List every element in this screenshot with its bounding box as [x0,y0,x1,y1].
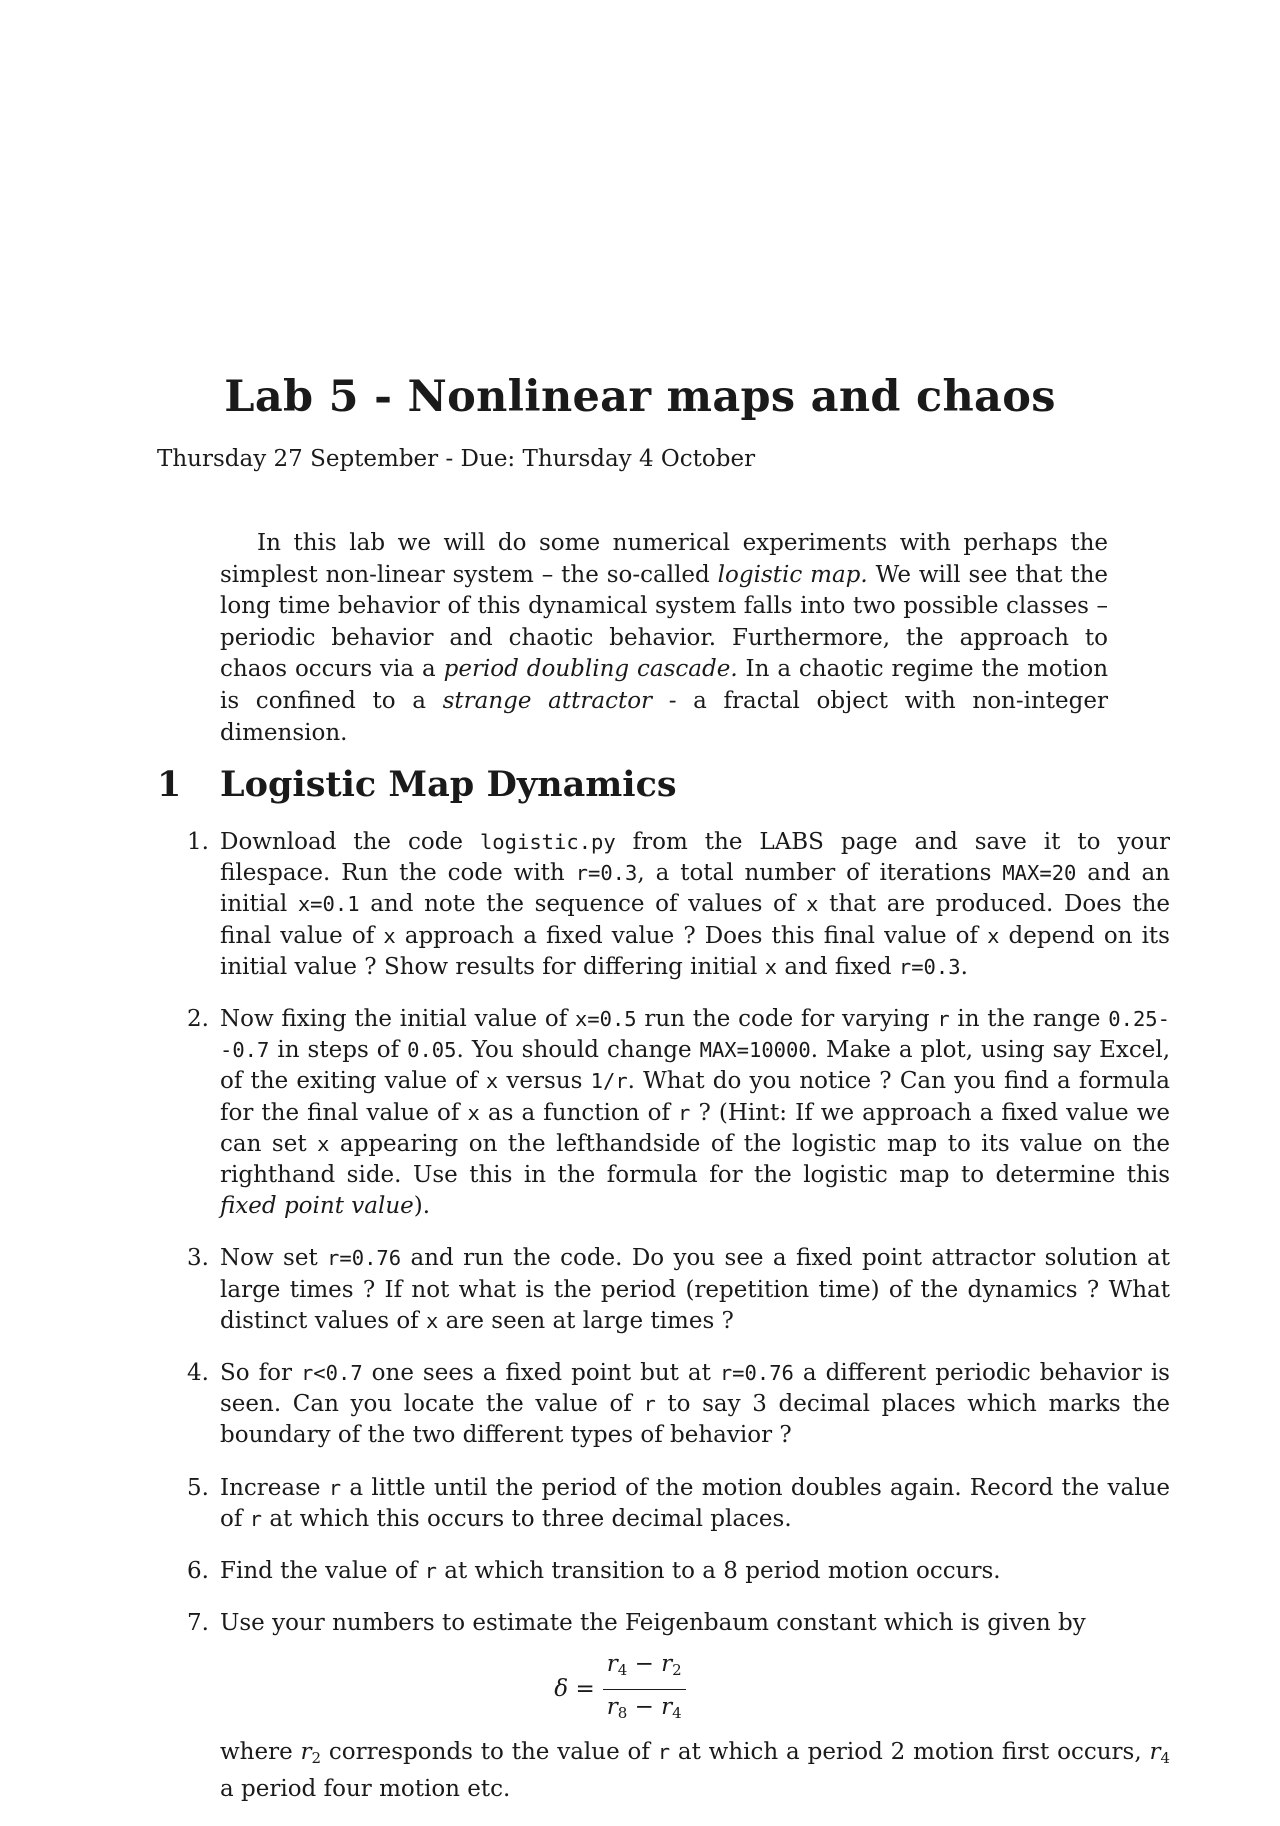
var-r: r [1149,1738,1161,1765]
item-text: depend on its initial value ? Show results for differing initial [220,922,1170,980]
feigenbaum-equation [70,1649,1170,1728]
item-text: one sees a fixed point but at [362,1360,720,1387]
subscript: 4 [617,1661,628,1680]
subscript: 2 [311,1748,322,1767]
abstract-text: In this lab we will do some numerical experiments with perhaps the simplest non-linear system – the so-called [220,530,1108,588]
code-span: r [424,1559,437,1584]
section-number: 1 [157,764,182,805]
code-span: x [987,923,1000,948]
item-text: are seen at large times ? [438,1307,734,1334]
code-span: r [678,1100,691,1125]
code-span: r=0.3 [575,861,638,886]
code-span: r=0.76 [719,1361,794,1386]
subscript: 2 [672,1661,682,1680]
item-text: as a function of [479,1099,679,1126]
item-text: . What do you notice ? Can you find a formula for the final value of [220,1068,1170,1126]
equation-explanation [220,1737,1170,1805]
item-text: and an initial [220,860,1170,918]
abstract-text: In a chaotic regime the motion is confined to a [220,656,1109,714]
item-text: Now set [220,1245,328,1272]
var-r: r [606,1651,618,1678]
abstract-text: We will see that the long time behavior of this dynamical system falls into two possible classes – periodic behavior and chaotic behavior. Furthermore, the approach to chaos occurs via a [220,561,1109,683]
item-text: appearing on the lefthandside of the logistic map to its value on the righthand side. Use this in the formula for the logistic map to determine this [220,1130,1170,1189]
abstract [220,528,1108,749]
fraction-numerator [603,1649,686,1689]
item-number: 7. [187,1610,209,1637]
item-text: ). [413,1193,431,1220]
abstract-emphasis: strange attractor [442,687,653,714]
item-text: So for [220,1360,301,1387]
code-span: 0.05 [407,1038,457,1063]
code-span: x [467,1100,480,1125]
list-item [187,1556,1170,1587]
code-span: logistic.py [479,830,616,854]
item-text: that are produced. Does the final value of [220,891,1170,949]
item-text: Download the code [220,829,480,855]
item-text: Use your numbers to estimate the Feigenbaum constant which is given by [220,1610,1086,1637]
item-text: . [960,953,968,980]
abstract-emphasis: period doubling cascade. [443,656,738,683]
abstract-text: - a fractal object with non-integer dimension. [220,687,1108,746]
subscript: 4 [672,1703,682,1722]
code-span: x=0.1 [297,892,360,917]
code-span: x [426,1308,439,1333]
item-text: Now fixing the initial value of [220,1006,575,1033]
item-number: 2. [187,1006,209,1033]
code-span: 0.25--0.7 [220,1007,1170,1063]
item-text: to say 3 decimal places which marks the boundary of the two different types of behavior ? [220,1391,1170,1449]
equation-lhs: δ = [554,1675,595,1702]
item-emphasis: fixed point value [220,1193,414,1220]
item-text: in the range [949,1006,1109,1033]
section-title: Logistic Map Dynamics [220,764,677,805]
code-span: r [643,1392,656,1417]
item-text: Increase [220,1474,329,1501]
item-text: and note the sequence of values of [359,891,807,918]
item-text: , a total number of iterations [637,860,1003,887]
item-text: corresponds to the value of [321,1738,658,1765]
code-span: 1/r [590,1069,628,1094]
item-text: in steps of [269,1037,408,1064]
item-text: from the LABS page and save it to your filespace. Run the code with [220,829,1170,887]
list-item [187,1608,1171,1805]
item-text: where [220,1738,301,1765]
item-text: and run the code. Do you see a fixed point attractor solution at large times ? If not what is the period (repetition time) of the dynamics ? What distinct values of [220,1245,1170,1334]
fraction-denominator [603,1690,686,1729]
item-text: at which a period 2 motion first occurs, [670,1738,1150,1765]
item-text: and fixed [777,953,899,980]
item-number: 1. [187,829,209,855]
item-number: 5. [187,1474,209,1501]
item-text: a period four motion etc. [220,1776,511,1803]
item-text: ? (Hint: If we approach a fixed value we can set [220,1099,1170,1157]
code-span: x=0.5 [574,1007,637,1032]
code-span: r [937,1007,950,1032]
code-span: x [806,892,819,917]
page-title: Lab 5 - Nonlinear maps and chaos [224,372,1056,422]
code-span: r=0.3 [898,954,961,979]
code-span: x [764,954,778,979]
var-r: r [300,1738,312,1765]
code-span: x [485,1069,499,1094]
code-span: r [249,1506,263,1531]
section-heading [157,764,677,805]
code-span: x [317,1131,330,1156]
list-item [187,827,1170,983]
code-span: MAX=10000 [699,1038,811,1063]
item-number: 4. [187,1360,209,1387]
item-text: Find the value of [220,1558,425,1585]
list-item [187,1473,1171,1535]
list-item [187,1004,1171,1222]
code-span: r<0.7 [300,1361,363,1386]
task-list [187,827,1171,1826]
item-text: . Make a plot, using say Excel, of the exiting value of [220,1037,1171,1095]
var-r: − r [627,1693,673,1720]
code-span: MAX=20 [1002,861,1077,886]
code-span: r [657,1739,671,1764]
item-text: approach a fixed value ? Does this final value of [395,922,988,949]
abstract-emphasis: logistic map. [717,561,868,588]
var-r: − r [627,1651,673,1678]
code-span: r=0.76 [327,1246,402,1271]
item-number: 3. [187,1245,209,1272]
item-text: at which this occurs to three decimal places. [262,1505,792,1532]
item-text: a different periodic behavior is seen. Can you locate the value of [220,1360,1170,1418]
equation-fraction [603,1649,686,1728]
code-span: x [383,923,396,948]
subscript: 4 [1160,1748,1171,1767]
var-r: r [606,1693,618,1720]
item-text: a little until the period of the motion doubles again. Record the value of [220,1474,1171,1532]
item-text: at which transition to a 8 period motion occurs. [436,1558,1001,1585]
date-line: Thursday 27 September - Due: Thursday 4 October [157,446,756,472]
list-item [187,1243,1170,1337]
subscript: 8 [617,1703,628,1722]
item-text: versus [498,1068,591,1095]
abstract-paragraph [220,528,1108,749]
code-span: r [328,1475,342,1500]
list-item [187,1358,1170,1452]
item-text: run the code for varying [636,1006,938,1033]
item-text: . You should change [456,1037,700,1064]
item-number: 6. [187,1558,209,1585]
